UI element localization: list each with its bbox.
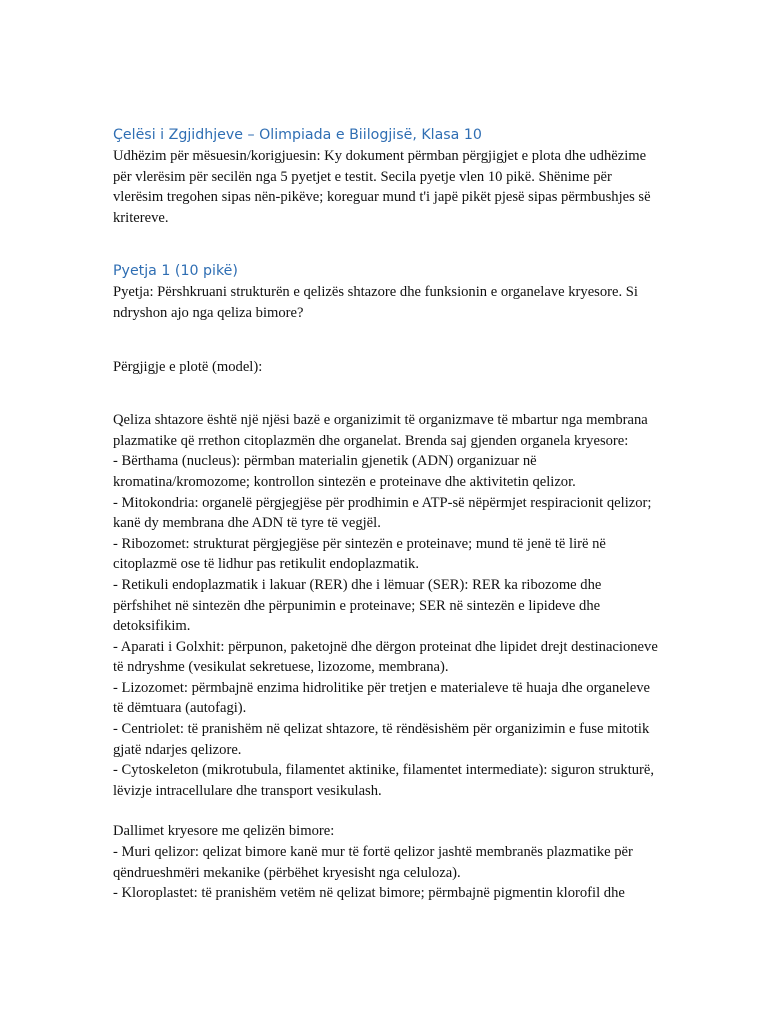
organelle-item: - Ribozomet: strukturat përgjegjëse për sintezën e proteinave; mund të jenë të lirë në citoplazmë ose të lidhur pas retikulit endoplazmatik. <box>113 535 606 573</box>
organelle-list <box>113 451 661 801</box>
differences-list <box>113 842 661 904</box>
intro-paragraph: Udhëzim për mësuesin/korigjuesin: Ky dokument përmban përgjigjet e plota dhe udhëzime për vlerësim për secilën nga 5 pyetjet e testit. Secila pyetje vlen 10 pikë. Shënime për vlerësim tregohen sipas nën-pikëve; koreguar mund t'i japë pikët pjesë sipas përmbushjes së kritereve. <box>113 148 651 226</box>
difference-item: - Kloroplastet: të pranishëm vetëm në qelizat bimore; përmbajnë pigmentin klorofil dhe <box>113 885 625 902</box>
difference-item: - Muri qelizor: qelizat bimore kanë mur të fortë qelizor jashtë membranës plazmatike për qëndrueshmëri mekanike (përbëhet kryesisht nga celuloza). <box>113 844 633 881</box>
answer-label: Përgjigje e plotë (model): <box>113 358 263 375</box>
organelle-item: - Lizozomet: përmbajnë enzima hidrolitike për tretjen e materialeve të huaja dhe organeleve të dëmtuara (autofagi). <box>113 679 651 717</box>
question-1-heading: Pyetja 1 (10 pikë) <box>113 263 238 280</box>
differences-label: Dallimet kryesore me qelizën bimore: <box>113 823 335 840</box>
document-body <box>113 122 661 904</box>
question-1-text: Pyetja: Përshkruani strukturën e qelizës shtazore dhe funksionin e organelave kryesore. Si ndryshon ajo nga qeliza bimore? <box>113 284 638 321</box>
answer-intro: Qeliza shtazore është një njësi bazë e organizimit të organizmave të mbartur nga membrana plazmatike që rrethon citoplazmën dhe organelat. Brenda saj gjenden organela kryesore: <box>113 412 648 449</box>
organelle-item: - Bërthama (nucleus): përmban materialin gjenetik (ADN) organizuar në kromatina/kromozome; kontrollon sintezën e proteinave dhe aktivitetin qelizor. <box>113 453 576 490</box>
organelle-item: - Centriolet: të pranishëm në qelizat shtazore, të rëndësishëm për organizimin e fuse mitotik gjatë ndarjes qelizore. <box>113 721 650 758</box>
organelle-item: - Cytoskeleton (mikrotubula, filamentet aktinike, filamentet intermediate): siguron strukturë, lëvizje intracellulare dhe transport vesikulash. <box>113 762 655 799</box>
organelle-item: - Retikuli endoplazmatik i lakuar (RER) dhe i lëmuar (SER): RER ka ribozome dhe përfshihet në sintezën dhe përpunimin e proteinave; SER në sintezën e lipideve dhe detoksifikim. <box>113 576 602 635</box>
document-title: Çelësi i Zgjidhjeve – Olimpiada e Biilogjisë, Klasa 10 <box>113 127 482 143</box>
organelle-item: - Aparati i Golxhit: përpunon, paketojnë dhe dërgon proteinat dhe lipidet drejt destinacioneve të ndryshme (vesikulat sekretuese, lizozome, membrana). <box>113 638 658 676</box>
organelle-item: - Mitokondria: organelë përgjegjëse për prodhimin e ATP-së nëpërmjet respiracionit qelizor; kanë dy membrana dhe ADN të tyre të vegjël. <box>113 494 652 532</box>
